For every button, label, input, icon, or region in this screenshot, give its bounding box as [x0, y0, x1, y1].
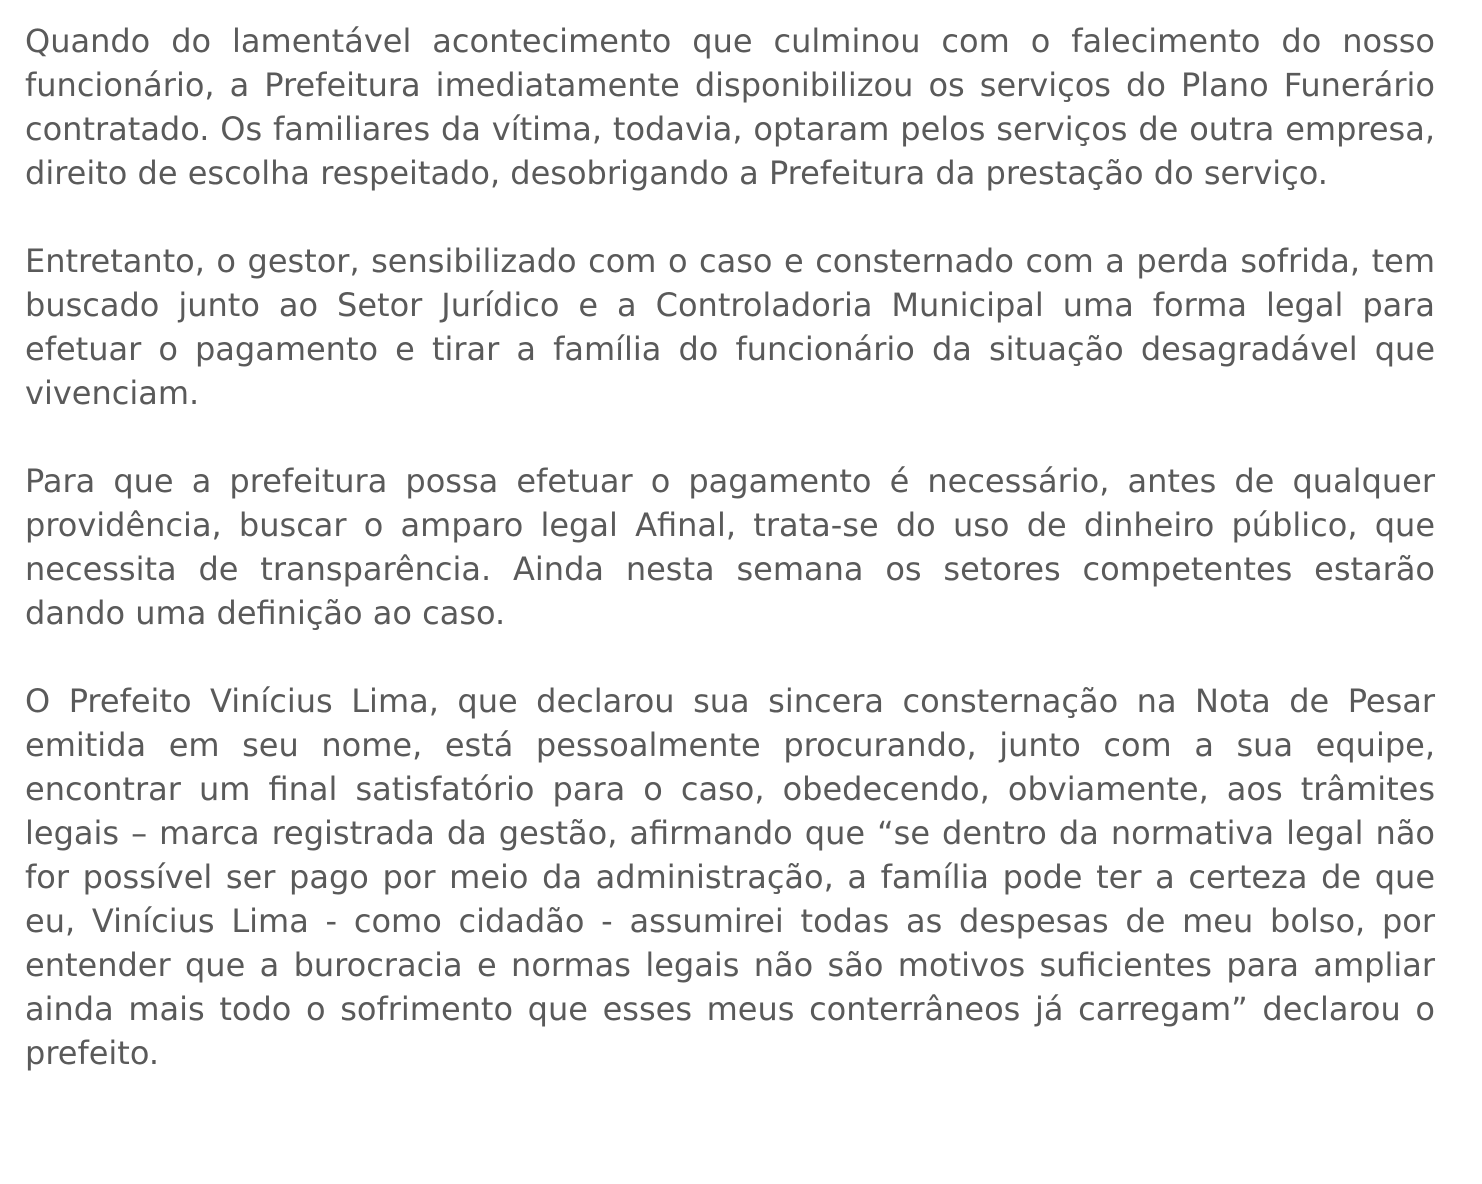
- article-body: [25, 19, 1435, 1075]
- article-paragraph: Quando do lamentável acontecimento que culminou com o falecimento do nosso funcionário, a Prefeitura imediatamente disponibilizou os serviços do Plano Funerário contratado. Os familiares da vítima, todavia, optaram pelos serviços de outra empresa, direito de escolha respeitado, desobrigando a Prefeitura da prestação do serviço.: [25, 22, 1435, 192]
- article-paragraph: Entretanto, o gestor, sensibilizado com o caso e consternado com a perda sofrida, tem buscado junto ao Setor Jurídico e a Controladoria Municipal uma forma legal para efetuar o pagamento e tirar a família do funcionário da situação desagradável que vivenciam.: [25, 242, 1435, 412]
- article-paragraph: O Prefeito Vinícius Lima, que declarou sua sincera consternação na Nota de Pesar emitida em seu nome, está pessoalmente procurando, junto com a sua equipe, encontrar um final satisfatório para o caso, obedecendo, obviamente, aos trâmites legais – marca registrada da gestão, afirmando que “se dentro da normativa legal não for possível ser pago por meio da administração, a família pode ter a certeza de que eu, Vinícius Lima - como cidadão - assumirei todas as despesas de meu bolso, por entender que a burocracia e normas legais não são motivos suficientes para ampliar ainda mais todo o sofrimento que esses meus conterrâneos já carregam” declarou o prefeito.: [25, 682, 1435, 1072]
- article-paragraph: Para que a prefeitura possa efetuar o pagamento é necessário, antes de qualquer providência, buscar o amparo legal Afinal, trata-se do uso de dinheiro público, que necessita de transparência. Ainda nesta semana os setores competentes estarão dando uma definição ao caso.: [25, 462, 1435, 632]
